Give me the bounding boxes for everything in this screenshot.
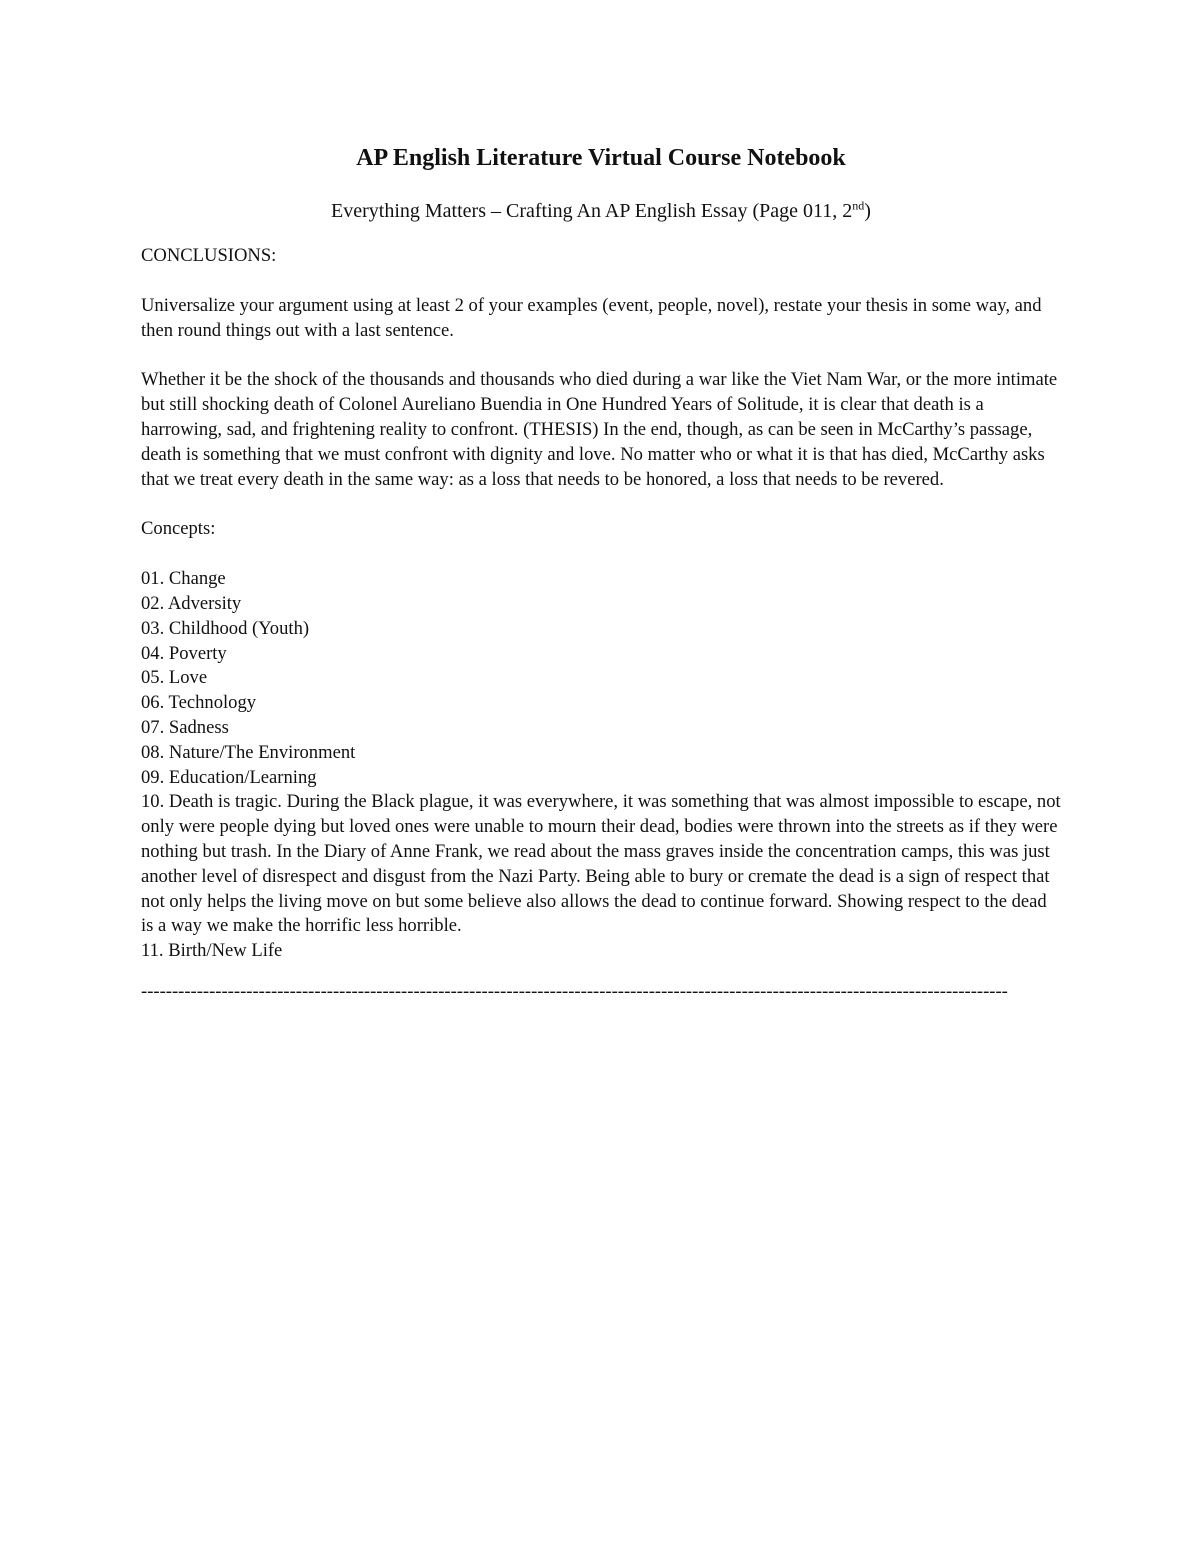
list-item: 06. Technology <box>141 692 257 714</box>
concepts-heading: Concepts: <box>141 518 216 540</box>
list-item: 08. Nature/The Environment <box>141 741 356 763</box>
document-content <box>141 142 1061 1005</box>
subtitle-main-text: Everything Matters – Crafting An AP English Essay (Page 011, 2 <box>331 200 853 222</box>
list-item: 03. Childhood (Youth) <box>141 617 310 639</box>
list-item: 07. Sadness <box>141 716 229 738</box>
concepts-list <box>141 567 1061 964</box>
list-item: 02. Adversity <box>141 592 242 614</box>
example-paragraph: Whether it be the shock of the thousands and thousands who died during a war like the Viet Nam War, or the more intimate but still shocking death of Colonel Aureliano Buendia in One Hundred Years of Solitude, it is clear that death is a harrowing, sad, and frightening reality to confront. (THESIS) In the end, though, as can be seen in McCarthy’s passage, death is something that we must confront with dignity and love. No matter who or what it is that has died, McCarthy asks that we treat every death in the same way: as a loss that needs to be honored, a loss that needs to be revered. <box>141 369 1058 490</box>
subtitle-end-text: ) <box>864 200 871 222</box>
list-item: 09. Education/Learning <box>141 766 317 788</box>
conclusions-heading: CONCLUSIONS: <box>141 245 277 266</box>
page-subtitle <box>141 198 1061 224</box>
list-item: 01. Change <box>141 568 226 590</box>
list-item: 10. Death is tragic. During the Black plague, it was everywhere, it was something that was almost impossible to escape, not only were people dying but loved ones were unable to mourn their dead, bodies were thrown into the streets as if they were nothing but trash. In the Diary of Anne Frank, we read about the mass graves inside the concentration camps, this was just another level of disrespect and disgust from the Nazi Party. Being able to bury or cremate the dead is a sign of respect that not only helps the living move on but some believe also allows the dead to continue forward. Showing respect to the dead is a way we make the horrific less horrible. <box>141 791 1061 937</box>
page-title: AP English Literature Virtual Course Notebook <box>356 145 846 171</box>
list-item: 11. Birth/New Life <box>141 940 283 962</box>
subtitle-superscript: nd <box>852 198 865 213</box>
list-item: 05. Love <box>141 667 208 689</box>
dashed-divider: -------------------------------------------------------------------------------------------------------------------------------------------- <box>141 980 1008 1002</box>
instructions-paragraph: Universalize your argument using at least 2 of your examples (event, people, novel), restate your thesis in some way, and then round things out with a last sentence. <box>141 294 1042 341</box>
list-item: 04. Poverty <box>141 642 227 664</box>
